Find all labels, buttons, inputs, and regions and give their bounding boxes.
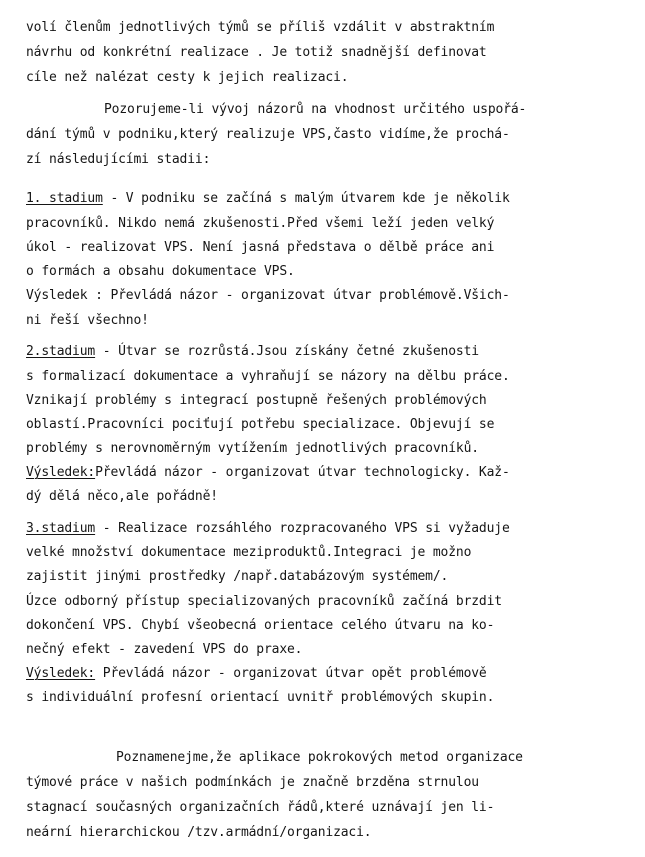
intro-line: volí členům jednotlivých týmů se příliš vzdálit v abstraktním bbox=[26, 20, 495, 35]
stage2-result-text: Převládá názor - organizovat útvar technologicky. Kaž- bbox=[95, 465, 510, 480]
stage1-line: pracovníků. Nikdo nemá zkušenosti.Před všemi leží jeden velký bbox=[26, 216, 495, 231]
stage3-result-line bbox=[26, 664, 487, 683]
closing-line: neární hierarchickou /tzv.armádní/organizaci. bbox=[26, 825, 372, 840]
stage3-line: Úzce odborný přístup specializovaných pracovníků začíná brzdit bbox=[26, 594, 502, 609]
stage1-heading: 1. stadium bbox=[26, 191, 103, 206]
stage2-result-line bbox=[26, 463, 510, 482]
stage3-result-label: Výsledek: bbox=[26, 666, 96, 681]
intro-line: návrhu od konkrétní realizace . Je totiž snadnější definovat bbox=[26, 45, 487, 60]
stage3-first-line bbox=[26, 519, 510, 538]
stage3-line: dokončení VPS. Chybí všeobecná orientace celého útvaru na ko- bbox=[26, 618, 495, 633]
stage2-line: s formalizací dokumentace a vyhraňují se názory na dělbu práce. bbox=[26, 369, 510, 384]
stage2-result-label: Výsledek: bbox=[26, 465, 96, 480]
stage1-result-line: Výsledek : Převládá názor - organizovat útvar problémově.Všich- bbox=[26, 288, 510, 303]
stage3-result-text: Převládá názor - organizovat útvar opět problémově bbox=[95, 666, 487, 681]
stage1-first-line bbox=[26, 189, 510, 208]
stage2-line: problémy s nerovnoměrným vytížením jednotlivých pracovníků. bbox=[26, 441, 479, 456]
stage3-text: - Realizace rozsáhlého rozpracovaného VPS si vyžaduje bbox=[95, 521, 510, 536]
closing-line: Poznamenejme,že aplikace pokrokových metod organizace bbox=[116, 750, 523, 765]
stage3-line: velké množství dokumentace meziproduktů.Integraci je možno bbox=[26, 545, 472, 560]
closing-line: týmové práce v našich podmínkách je značně brzděna strnulou bbox=[26, 775, 479, 790]
paragraph-line: dání týmů v podniku,který realizuje VPS,často vidíme,že prochá- bbox=[26, 127, 510, 142]
stage2-line: Vznikají problémy s integrací postupně řešených problémových bbox=[26, 393, 487, 408]
stage3-heading: 3.stadium bbox=[26, 521, 96, 536]
stage3-result-line: s individuální profesní orientací uvnitř problémových skupin. bbox=[26, 690, 495, 705]
stage2-line: oblastí.Pracovníci pociťují potřebu specializace. Objevují se bbox=[26, 417, 495, 432]
stage2-result-line: dý dělá něco,ale pořádně! bbox=[26, 489, 218, 504]
stage1-line: o formách a obsahu dokumentace VPS. bbox=[26, 264, 295, 279]
stage2-first-line bbox=[26, 342, 479, 361]
stage1-line: úkol - realizovat VPS. Není jasná představa o dělbě práce ani bbox=[26, 240, 495, 255]
stage1-result-line: ni řeší všechno! bbox=[26, 313, 149, 328]
paragraph-line: Pozorujeme-li vývoj názorů na vhodnost určitého uspořá- bbox=[104, 102, 527, 117]
intro-line: cíle než nalézat cesty k jejich realizaci. bbox=[26, 70, 349, 85]
stage2-heading: 2.stadium bbox=[26, 344, 96, 359]
stage3-line: zajistit jinými prostředky /např.databázovým systémem/. bbox=[26, 569, 449, 584]
stage1-text: - V podniku se začíná s malým útvarem kde je několik bbox=[102, 191, 510, 206]
stage2-text: - Útvar se rozrůstá.Jsou získány četné zkušenosti bbox=[95, 344, 479, 359]
stage3-line: nečný efekt - zavedení VPS do praxe. bbox=[26, 642, 303, 657]
closing-line: stagnací současných organizačních řádů,které uznávají jen li- bbox=[26, 800, 495, 815]
paragraph-line: zí následujícími stadii: bbox=[26, 152, 211, 167]
